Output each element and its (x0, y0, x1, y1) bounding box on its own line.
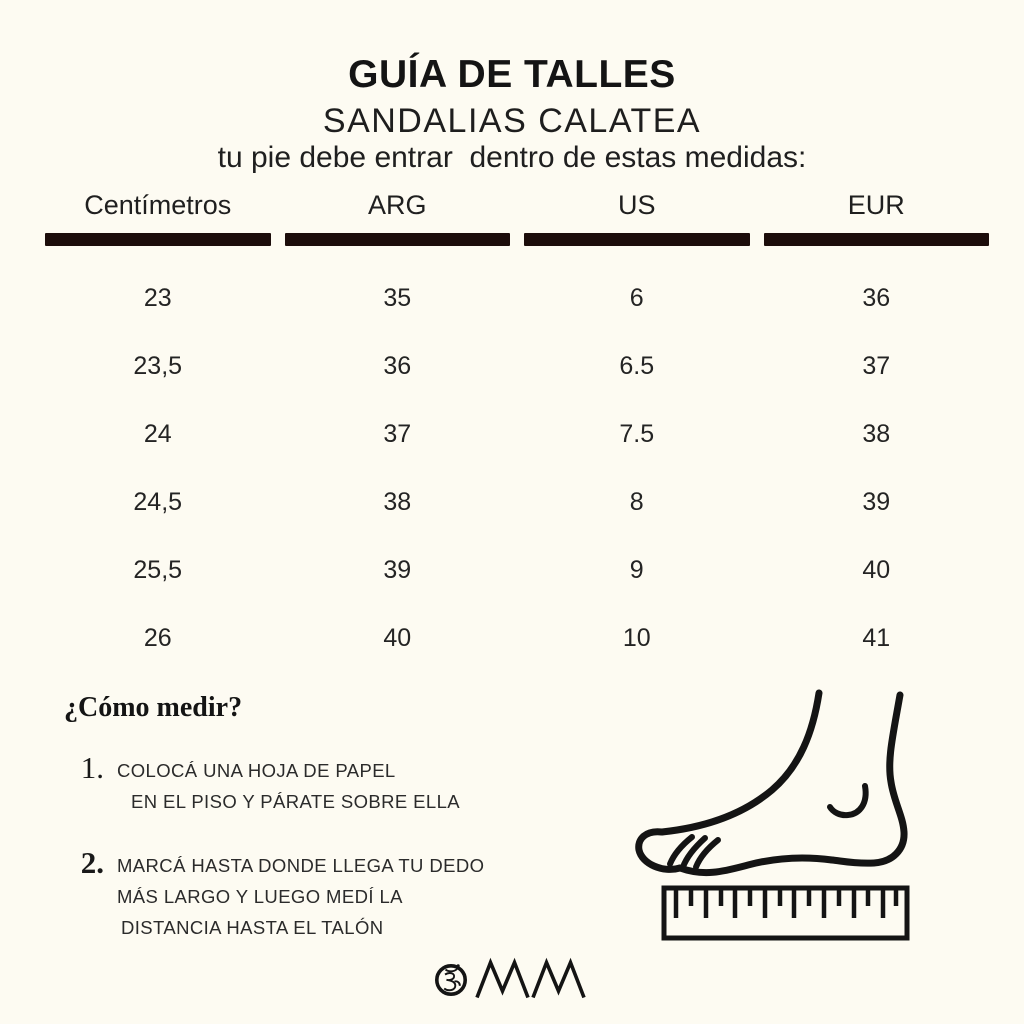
table-cell: 39 (383, 555, 412, 584)
table-cell: 23 (143, 283, 172, 312)
mm-letters (477, 963, 584, 998)
foot-ankle-arc (830, 786, 866, 815)
divider-bar (285, 233, 511, 246)
table-cell: 24 (143, 419, 172, 448)
table-cell: 26 (143, 623, 172, 652)
table-cell: 10 (622, 623, 651, 652)
step-text (117, 847, 484, 943)
table-cell: 6.5 (619, 351, 655, 380)
table-row (45, 332, 989, 400)
omm-logo-icon (433, 956, 589, 1002)
foot-heel-line (832, 695, 904, 863)
table-cell: 38 (383, 487, 412, 516)
table-cell: 6 (629, 283, 644, 312)
table-cell: 25,5 (133, 555, 183, 584)
measure-step (60, 847, 560, 943)
table-cell: 41 (862, 623, 891, 652)
page-subtitle: SANDALIAS CALATEA (322, 102, 702, 140)
column-header: Centímetros (84, 190, 232, 220)
table-cell: 7.5 (619, 419, 655, 448)
measure-step (60, 752, 560, 817)
column-header: US (617, 190, 656, 220)
foot-big-toe (639, 832, 680, 870)
divider-bar (524, 233, 750, 246)
step-text-line: DISTANCIA HASTA EL TALÓN (121, 917, 384, 938)
size-table-body (45, 264, 989, 672)
step-number: 1. (80, 750, 104, 785)
size-table (45, 190, 989, 672)
foot-top-line (662, 693, 819, 832)
table-row (45, 264, 989, 332)
table-cell: 36 (862, 283, 891, 312)
tagline: tu pie debe entrar dentro de estas medidas: (217, 141, 807, 174)
size-table-header-row (45, 190, 989, 221)
divider-bar (45, 233, 271, 246)
table-row (45, 604, 989, 672)
table-row (45, 536, 989, 604)
table-cell: 24,5 (133, 487, 183, 516)
table-row (45, 400, 989, 468)
om-dot (457, 964, 460, 967)
table-cell: 23,5 (133, 351, 183, 380)
column-header: ARG (367, 190, 427, 220)
page-title: GUÍA DE TALLES (348, 53, 676, 96)
table-cell: 39 (862, 487, 891, 516)
table-cell: 40 (862, 555, 891, 584)
table-cell: 8 (629, 487, 644, 516)
step-text-line: MÁS LARGO Y LUEGO MEDÍ LA (117, 886, 403, 907)
table-row (45, 468, 989, 536)
ruler-outline (664, 888, 907, 938)
table-cell: 9 (629, 555, 644, 584)
table-cell: 35 (383, 283, 412, 312)
step-text-line: EN EL PISO Y PÁRATE SOBRE ELLA (131, 791, 461, 812)
size-table-divider-bars (45, 233, 989, 246)
foot-measure-illustration (620, 670, 1000, 950)
step-text-line: MARCÁ HASTA DONDE LLEGA TU DEDO (117, 855, 485, 876)
how-to-measure-steps (60, 752, 560, 943)
column-header: EUR (847, 190, 905, 220)
table-cell: 38 (862, 419, 891, 448)
brand-logo (433, 956, 589, 1002)
table-cell: 37 (862, 351, 891, 380)
foot-ruler-icon (620, 670, 1000, 950)
step-number: 2. (80, 845, 104, 880)
table-cell: 36 (383, 351, 412, 380)
table-cell: 40 (383, 623, 412, 652)
table-cell: 37 (383, 419, 412, 448)
how-to-measure-heading: ¿Cómo medir? (64, 692, 243, 723)
step-text (117, 752, 460, 817)
om-glyph (444, 969, 460, 990)
divider-bar (764, 233, 990, 246)
ruler-ticks (676, 890, 896, 918)
step-text-line: COLOCÁ UNA HOJA DE PAPEL (117, 760, 396, 781)
